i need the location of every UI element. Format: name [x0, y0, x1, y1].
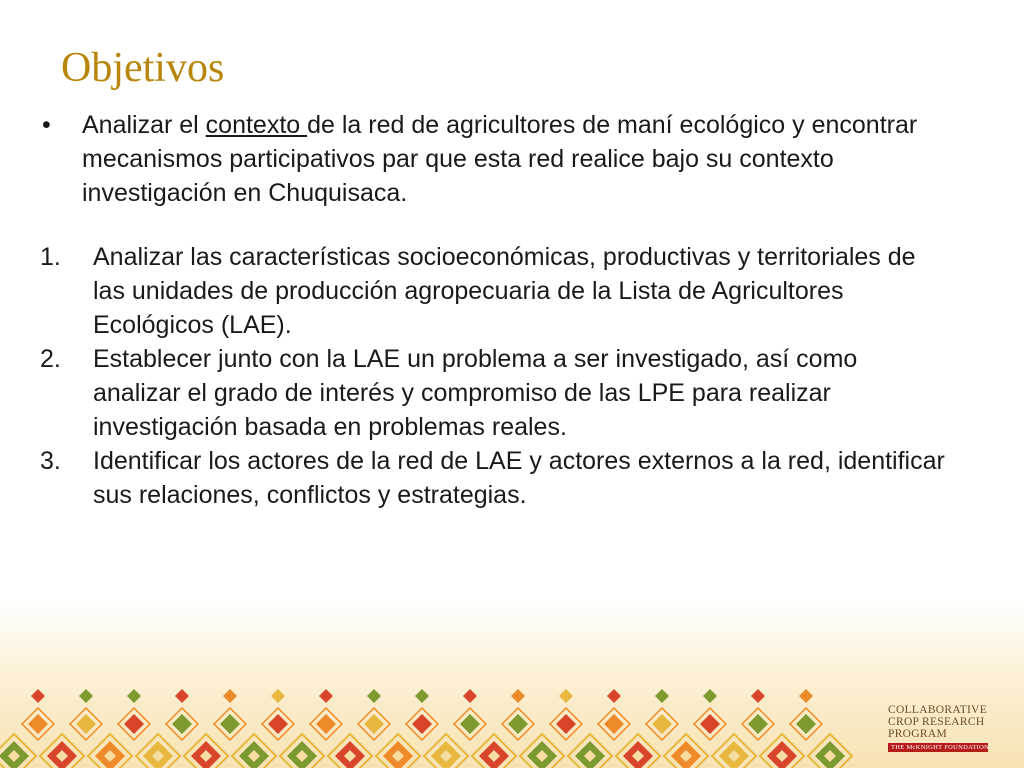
diamond-small: [703, 689, 717, 703]
objective-item-1: [40, 240, 990, 342]
diamond-fill: [172, 714, 192, 734]
objective-item-2: [40, 342, 990, 444]
logo-line-3: PROGRAM: [888, 728, 947, 740]
intro-underlined-word: contexto: [205, 111, 308, 139]
diamond-fill: [268, 714, 288, 734]
objective-text: Establecer junto con la LAE un problema a ser investigado, así como analizar el grado de interés y compromiso de las LPE para realizar investigación basada en problemas reales.: [93, 345, 858, 441]
diamond-fill: [748, 714, 768, 734]
intro-text-start: Analizar el: [82, 111, 206, 139]
diamond-small: [655, 689, 669, 703]
objective-text: Analizar las características socioeconómicas, productivas y territoriales de las unidades de producción agropecuaria de la Lista de Agricultores Ecológicos (LAE).: [93, 243, 916, 339]
logo-line-1: COLLABORATIVE: [888, 704, 988, 716]
diamond-fill: [364, 714, 384, 734]
diamond-small: [175, 689, 189, 703]
diamond-small: [463, 689, 477, 703]
diamond-small: [79, 689, 93, 703]
intro-text: [82, 108, 990, 210]
diamond-fill: [28, 714, 48, 734]
diamond-fill: [220, 714, 240, 734]
diamond-small: [367, 689, 381, 703]
decorative-diamond-pattern: [0, 678, 860, 768]
diamond-fill: [604, 714, 624, 734]
diamond-small: [511, 689, 525, 703]
diamond-fill: [124, 714, 144, 734]
diamond-small: [415, 689, 429, 703]
diamond-fill: [508, 714, 528, 734]
objective-item-3: [40, 444, 990, 512]
diamond-fill: [460, 714, 480, 734]
diamond-small: [751, 689, 765, 703]
logo-foundation-band: THE McKNIGHT FOUNDATION: [888, 743, 988, 752]
diamond-fill: [412, 714, 432, 734]
ccrp-logo: [888, 704, 988, 752]
diamond-small: [271, 689, 285, 703]
diamond-fill: [556, 714, 576, 734]
objective-text: Identificar los actores de la red de LAE y actores externos a la red, identificar sus relaciones, conflictos y estrategias.: [93, 447, 945, 509]
objective-number: 3.: [40, 447, 61, 475]
logo-line-2: CROP RESEARCH: [888, 716, 985, 728]
diamond-fill: [796, 714, 816, 734]
slide-body: [40, 108, 990, 512]
diamond-small: [319, 689, 333, 703]
diamond-fill: [652, 714, 672, 734]
diamond-fill: [316, 714, 336, 734]
intro-text-end: de la red de agricultores de maní ecológico y encontrar mecanismos participativos par que esta red realice bajo su contexto investigación en Chuquisaca.: [82, 111, 918, 207]
diamond-fill: [76, 714, 96, 734]
diamond-small: [31, 689, 45, 703]
diamond-small: [559, 689, 573, 703]
diamond-small: [799, 689, 813, 703]
slide-title: Objetivos: [61, 45, 225, 91]
bullet-marker: •: [42, 111, 51, 139]
objective-number: 1.: [40, 243, 61, 271]
diamond-small: [223, 689, 237, 703]
diamond-small: [127, 689, 141, 703]
intro-bullet: [40, 108, 990, 210]
diamond-small: [607, 689, 621, 703]
diamond-fill: [700, 714, 720, 734]
objective-number: 2.: [40, 345, 61, 373]
